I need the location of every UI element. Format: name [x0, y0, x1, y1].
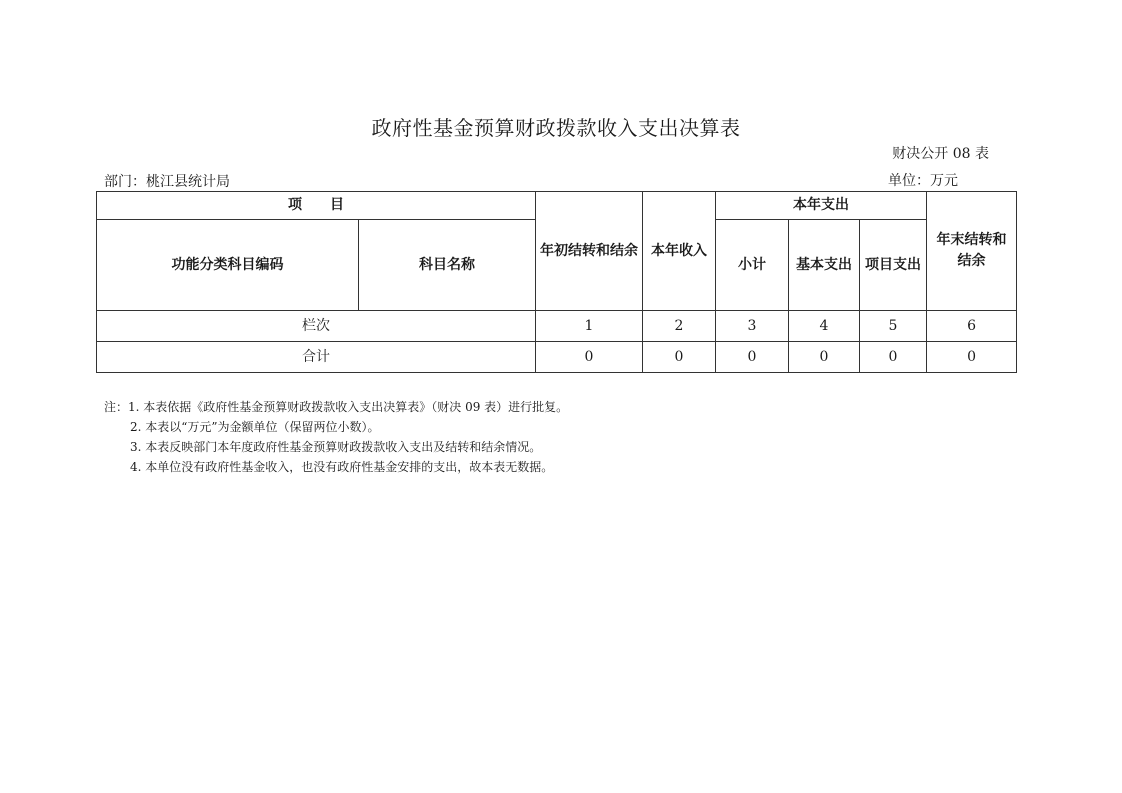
header-project-expense: 项目支出 [860, 220, 927, 311]
table-cell: 0 [927, 342, 1017, 373]
table-cell: 6 [927, 311, 1017, 342]
header-func-code: 功能分类科目编码 [97, 220, 359, 311]
note-line: 3. 本表反映部门本年度政府性基金预算财政拨款收入支出及结转和结余情况。 [130, 440, 542, 454]
header-basic-expense: 基本支出 [789, 220, 860, 311]
header-income: 本年收入 [643, 192, 716, 311]
row-total-label: 合计 [97, 342, 536, 373]
table-cell: 2 [643, 311, 716, 342]
budget-table [96, 191, 1017, 373]
unit-label: 单位：万元 [888, 173, 958, 189]
table-cell: 0 [860, 342, 927, 373]
table-row-index [97, 311, 1017, 342]
header-project: 项 目 [97, 192, 536, 220]
header-end-balance: 年末结转和结余 [927, 192, 1017, 311]
table-cell: 4 [789, 311, 860, 342]
department-label: 部门：桃江县统计局 [104, 174, 230, 190]
notes [104, 397, 568, 477]
header-subject-name: 科目名称 [359, 220, 536, 311]
note-line: 4. 本单位没有政府性基金收入，也没有政府性基金安排的支出，故本表无数据。 [130, 460, 554, 474]
note-line: 2. 本表以“万元”为金额单位（保留两位小数）。 [130, 420, 380, 434]
table-cell: 0 [643, 342, 716, 373]
table-cell: 0 [536, 342, 643, 373]
note-line: 注：1. 本表依据《政府性基金预算财政拨款收入支出决算表》（财决 09 表）进行批复。 [104, 400, 569, 414]
header-begin-balance: 年初结转和结余 [536, 192, 643, 311]
row-index-label: 栏次 [97, 311, 536, 342]
table-cell: 5 [860, 311, 927, 342]
form-code: 财决公开 08 表 [892, 146, 989, 162]
table-cell: 0 [789, 342, 860, 373]
table-cell: 3 [716, 311, 789, 342]
header-expense-group: 本年支出 [716, 192, 927, 220]
page-title: 政府性基金预算财政拨款收入支出决算表 [371, 116, 741, 140]
header-subtotal: 小计 [716, 220, 789, 311]
table-cell: 1 [536, 311, 643, 342]
table-cell: 0 [716, 342, 789, 373]
table-row-total [97, 342, 1017, 373]
